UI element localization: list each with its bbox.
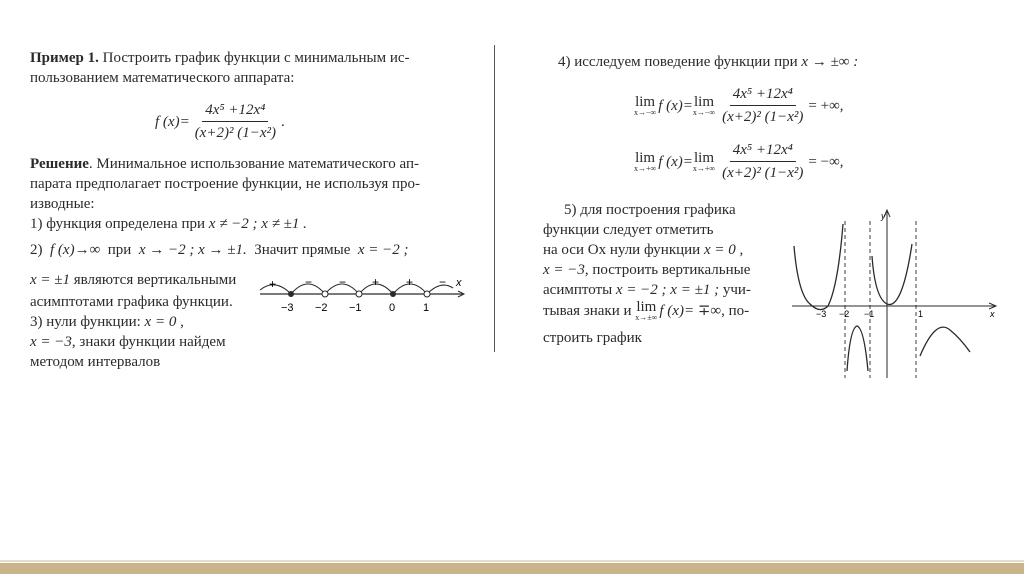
graph-tick-1: 1 [918, 309, 924, 319]
main-formula [155, 100, 285, 143]
solution-line3: изводные: [30, 196, 95, 212]
column-divider [494, 45, 495, 352]
function-graph [790, 206, 1005, 382]
curve-branch-2 [847, 326, 868, 371]
item5-line1: 5) для построения графика [564, 202, 736, 218]
item5-line3 [543, 240, 743, 260]
lim1-sub: x→−∞ [634, 107, 657, 117]
tick-1: 1 [423, 302, 430, 314]
item5-line5-end: учи- [722, 282, 751, 298]
example-label: Пример 1. [30, 50, 99, 66]
point-1 [424, 291, 430, 297]
lim1b [693, 95, 715, 117]
lim1 [634, 95, 656, 117]
tick-minus2: −2 [315, 302, 328, 314]
formula-numerator: 4x⁵ +12x⁴ [202, 100, 268, 122]
axis-x-label: x [456, 277, 462, 289]
lim2-numerator: 4x⁵ +12x⁴ [730, 140, 796, 162]
item2-line1 [30, 240, 409, 260]
item2-math1: f (x)→∞ [50, 242, 101, 258]
item2-text: Значит прямые [254, 242, 351, 258]
point-minus1 [356, 291, 362, 297]
lim1-word: lim [635, 93, 656, 110]
lim2-f: f (x)= [658, 153, 693, 170]
item3-line2 [30, 332, 226, 352]
item2-prefix: 2) [30, 242, 43, 258]
lim2-word: lim [635, 149, 656, 166]
task-statement [30, 48, 470, 68]
item1 [30, 214, 307, 234]
item2-at: при [107, 242, 132, 258]
sign-6: − [439, 275, 447, 289]
item5-lim-word: lim [636, 299, 657, 315]
item3-line1-math: x = 0 , [144, 314, 184, 330]
item5-line6 [543, 300, 749, 322]
curve-branch-1 [794, 224, 843, 310]
item5-line6-math: f (x)= ∓∞ [659, 303, 722, 319]
footer-divider [0, 560, 1024, 562]
lim1-f: f (x)= [658, 97, 693, 114]
sign-2: − [305, 275, 313, 289]
lim1-numerator: 4x⁵ +12x⁴ [730, 84, 796, 106]
tick-minus3: −3 [281, 302, 294, 314]
task-line1: Построить график функции с минимальным ис- [102, 50, 410, 66]
item2-line2-text: являются вертикальными [73, 272, 237, 288]
item1-math: x ≠ −2 ; x ≠ ±1 . [208, 216, 307, 232]
graph-tick-minus2: −2 [839, 309, 850, 319]
solution-line1 [30, 154, 419, 174]
item5-line3-math: x = 0 , [703, 242, 744, 258]
item5-line4 [543, 260, 750, 280]
lim1-fraction [719, 84, 806, 127]
lim1b-word: lim [694, 93, 715, 110]
curve-branch-4 [920, 327, 970, 356]
item5-line6-text: тывая знаки и [543, 303, 632, 319]
sign-1: + [269, 277, 277, 291]
item3-line3: методом интервалов [30, 354, 161, 370]
item4 [558, 52, 858, 72]
lim2b-sub: x→+∞ [692, 163, 716, 173]
lim1-result: = +∞, [808, 97, 844, 114]
footer-bar [0, 563, 1024, 574]
solution-line2: парата предполагает построение функции, не используя про- [30, 176, 420, 192]
item5-line7: строить график [543, 330, 642, 346]
item3-line2-text: , знаки функции найдем [71, 334, 226, 350]
item3-line2-math: x = −3 [30, 334, 72, 350]
task-line2: пользованием математического аппарата: [30, 70, 295, 86]
lim2 [634, 151, 656, 173]
lim2-sub: x→+∞ [634, 163, 657, 173]
formula-denominator: (x+2)² (1−x²) [194, 125, 276, 141]
item3-line1-text: 3) нули функции: [30, 314, 141, 330]
limit-minus-inf [634, 84, 844, 127]
graph-tick-minus1: −1 [864, 309, 875, 319]
curve-branch-3 [872, 244, 912, 305]
item2-line3: асимптотами графика функции. [30, 294, 233, 310]
item5-line2: функции следует отметить [543, 222, 714, 238]
sign-4: + [372, 275, 380, 289]
point-minus2 [322, 291, 328, 297]
lim1b-sub: x→−∞ [692, 107, 716, 117]
item5-lim [635, 300, 657, 322]
limit-plus-inf [634, 140, 844, 183]
item5-line3-text: на оси Ox нули функции [543, 242, 701, 258]
lim2-denominator: (x+2)² (1−x²) [722, 165, 804, 181]
item2-line2-math: x = ±1 [30, 272, 71, 288]
item2-line2 [30, 270, 236, 290]
item5-line5-text: асимптоты [543, 282, 613, 298]
item2-math2: x → −2 ; x → ±1. [138, 242, 247, 258]
lim2-fraction [719, 140, 806, 183]
solution-label: Решение [30, 156, 89, 172]
point-minus3 [288, 291, 294, 297]
sign-5: + [406, 275, 414, 289]
item5-line5-math: x = −2 ; x = ±1 ; [615, 282, 720, 298]
item5-line4-text: , построить вертикальные [584, 262, 751, 278]
item4-math: x → ±∞ : [801, 54, 859, 70]
item3-line1 [30, 312, 184, 332]
item5-lim-sub: x→±∞ [635, 313, 658, 322]
lim2-result: = −∞, [808, 153, 844, 170]
solution-text1: . Минимальное использование математического ап- [88, 156, 420, 172]
lim2b [693, 151, 715, 173]
graph-x-label: x [990, 309, 995, 319]
item5-line4-math: x = −3 [543, 262, 585, 278]
item5-line5 [543, 280, 751, 300]
item1-text: 1) функция определена при [30, 216, 206, 232]
graph-tick-minus3: −3 [816, 309, 827, 319]
lim1-denominator: (x+2)² (1−x²) [722, 109, 804, 125]
item4-text: 4) исследуем поведение функции при [558, 54, 798, 70]
formula-fraction [192, 100, 279, 143]
number-line [255, 266, 470, 316]
tick-0: 0 [389, 302, 396, 314]
item2-math3: x = −2 ; [357, 242, 409, 258]
point-0 [390, 291, 396, 297]
formula-end: . [280, 113, 285, 130]
item5-line6-end: , по- [721, 303, 750, 319]
formula-lhs: f (x)= [155, 113, 190, 130]
graph-y-label: y [881, 211, 886, 221]
lim2b-word: lim [694, 149, 715, 166]
sign-3: − [339, 275, 347, 289]
tick-minus1: −1 [349, 302, 362, 314]
